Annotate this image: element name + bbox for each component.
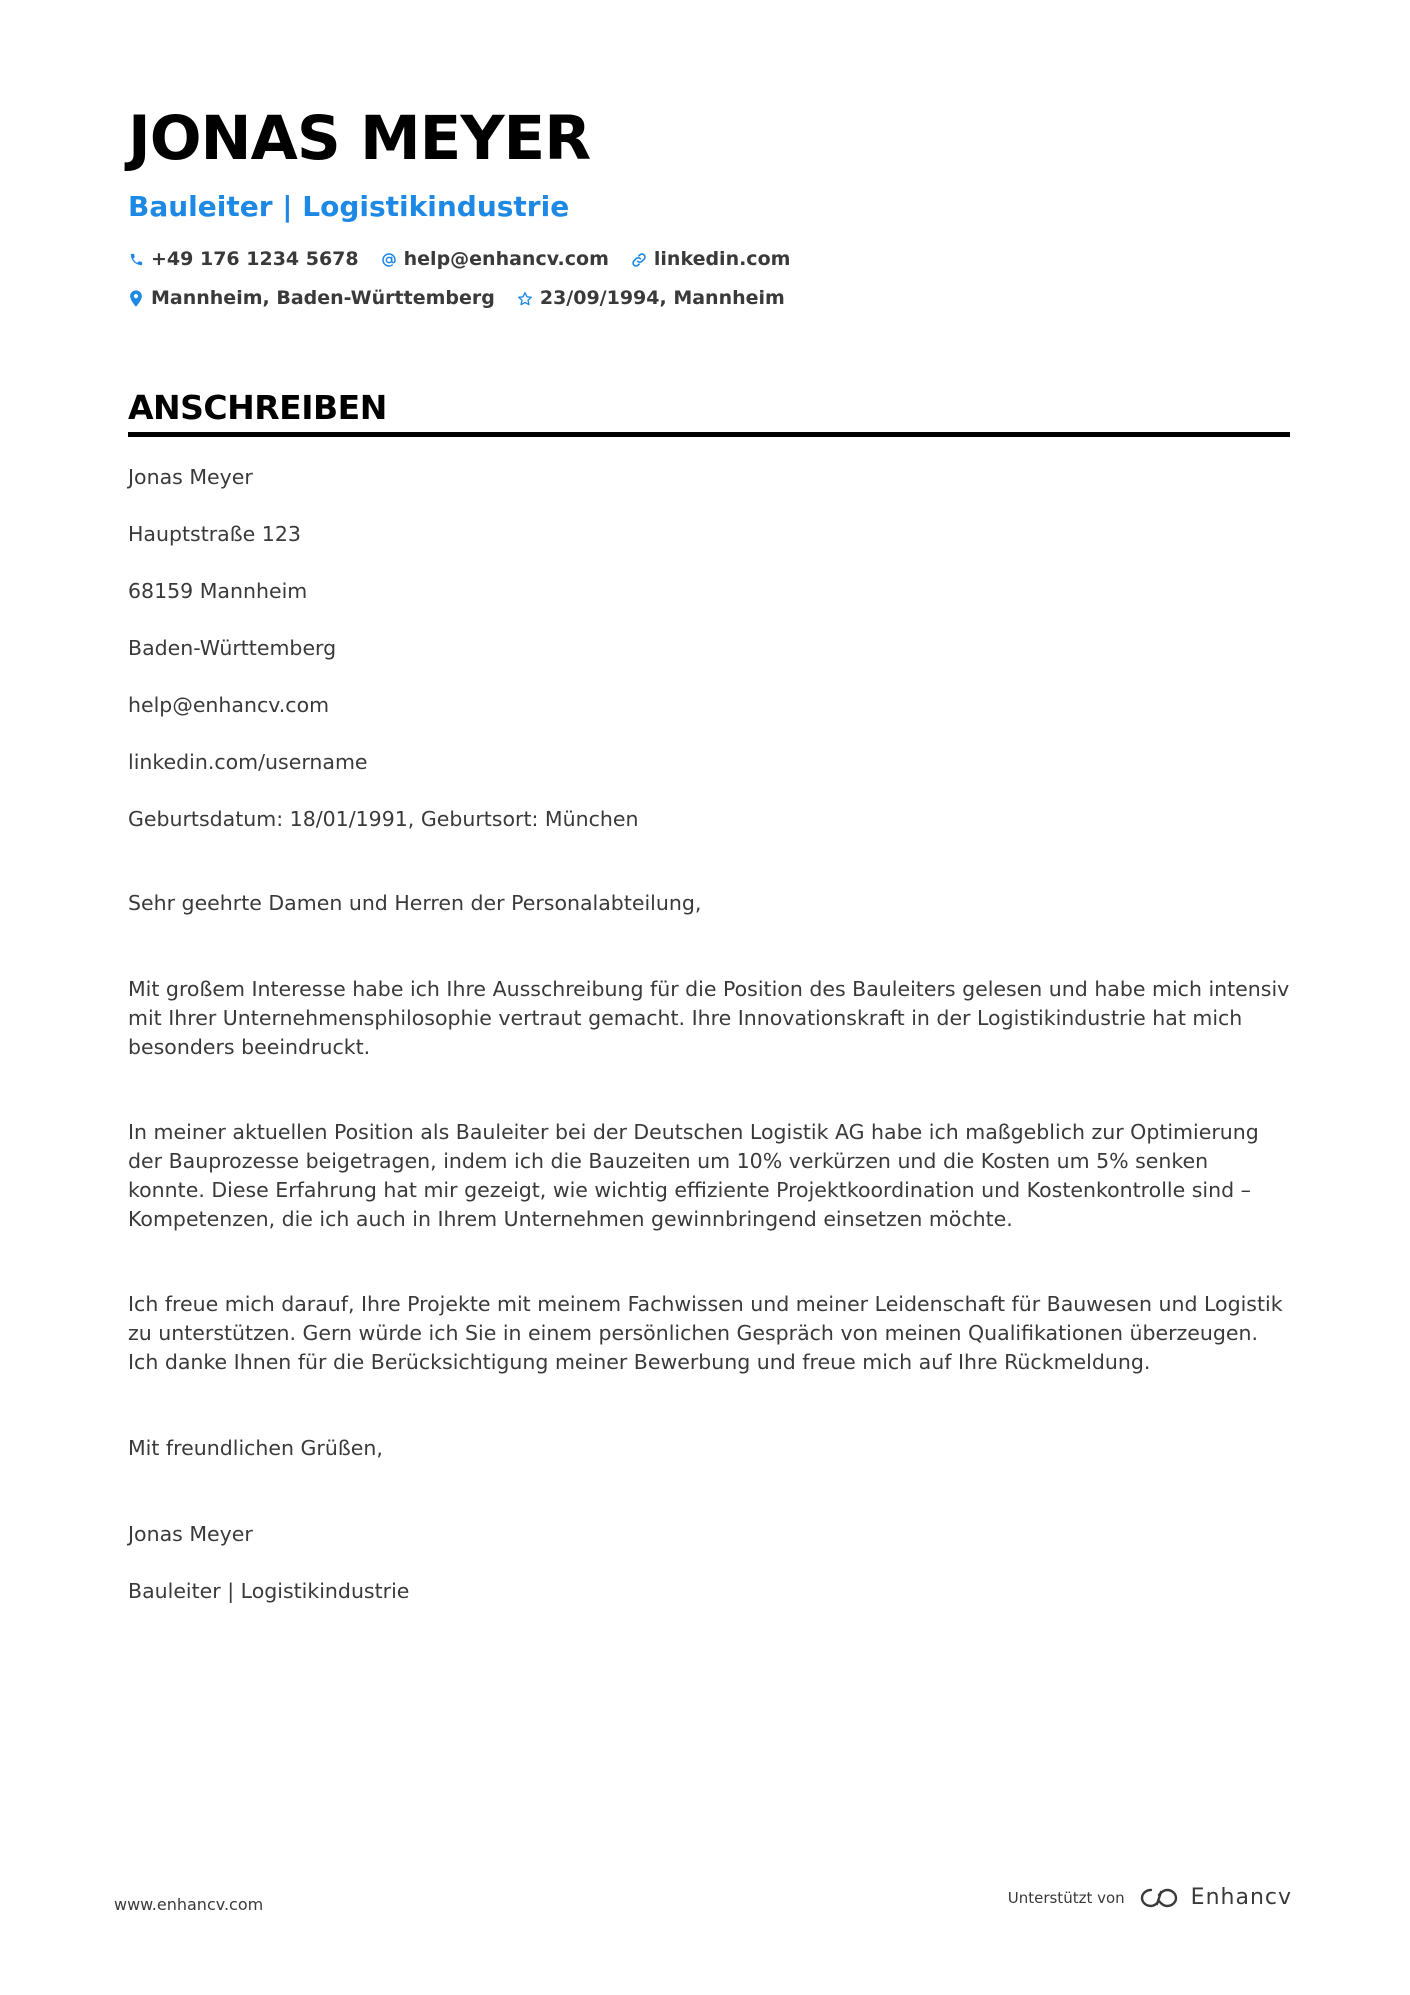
address-line: Baden-Württemberg (128, 636, 337, 660)
sender-address (128, 463, 1290, 834)
contact-list (128, 247, 1128, 311)
location-pin-icon (128, 291, 144, 307)
address-line: help@enhancv.com (128, 693, 330, 717)
powered-by-text: Unterstützt von (1007, 1888, 1125, 1907)
contact-linkedin[interactable] (631, 247, 791, 272)
address-line: 68159 Mannheim (128, 579, 308, 603)
star-icon (517, 291, 533, 307)
cover-letter (128, 463, 1290, 1606)
letter-greeting: Sehr geehrte Damen und Herren der Personalabteilung, (128, 891, 702, 915)
contact-location-text: Mannheim, Baden-Württemberg (151, 287, 495, 309)
footer-brand[interactable] (1008, 1885, 1292, 1910)
resume-page (128, 103, 1290, 1606)
letter-paragraph: Mit großem Interesse habe ich Ihre Ausschreibung für die Position des Bauleiters gelesen und habe mich intensiv mit Ihrer Unternehmensphilosophie vertraut gemacht. Ihre Innovationskraft in der Logistikindustrie hat mich besonders beeindruckt. (128, 977, 1290, 1059)
brand-name: Enhancv (1190, 1885, 1292, 1910)
signature-title: Bauleiter | Logistikindustrie (128, 1579, 410, 1603)
section-title: ANSCHREIBEN (128, 391, 1290, 437)
link-icon (631, 252, 647, 268)
contact-birth-text: 23/09/1994, Mannheim (539, 287, 785, 309)
contact-phone-text: +49 176 1234 5678 (151, 248, 359, 270)
contact-location (128, 286, 495, 311)
phone-icon (128, 252, 144, 268)
enhancv-logo-icon (1137, 1886, 1181, 1910)
contact-email[interactable] (381, 247, 609, 272)
footer-url[interactable]: www.enhancv.com (114, 1895, 264, 1914)
letter-paragraph: In meiner aktuellen Position als Bauleiter bei der Deutschen Logistik AG habe ich maßgeblich zur Optimierung der Bauprozesse beigetragen, indem ich die Bauzeiten um 10% verkürzen und die Kosten um 5% senken konnte. Diese Erfahrung hat mir gezeigt, wie wichtig effiziente Projektkoordination und Kostenkontrolle sind – Kompetenzen, die ich auch in Ihrem Unternehmen gewinnbringend einsetzen möchte. (128, 1120, 1259, 1231)
signature-name: Jonas Meyer (128, 1522, 253, 1546)
headline: Bauleiter | Logistikindustrie (128, 190, 570, 223)
address-line: Hauptstraße 123 (128, 522, 301, 546)
contact-phone[interactable] (128, 247, 359, 272)
letter-paragraph: Ich freue mich darauf, Ihre Projekte mit meinem Fachwissen und meiner Leidenschaft für Bauwesen und Logistik zu unterstützen. Gern würde ich Sie in einem persönlichen Gespräch von meinen Qualifikationen überzeugen. Ich danke Ihnen für die Berücksichtigung meiner Bewerbung und freue mich auf Ihre Rückmeldung. (128, 1292, 1283, 1374)
at-icon (381, 252, 397, 268)
address-line: Geburtsdatum: 18/01/1991, Geburtsort: München (128, 807, 639, 831)
contact-linkedin-text: linkedin.com (653, 248, 791, 270)
letter-closing: Mit freundlichen Grüßen, (128, 1436, 383, 1460)
applicant-name: JONAS MEYER (128, 103, 591, 174)
address-line: linkedin.com/username (128, 750, 368, 774)
contact-birth (517, 286, 785, 311)
address-line: Jonas Meyer (128, 465, 253, 489)
contact-email-text: help@enhancv.com (403, 248, 609, 270)
